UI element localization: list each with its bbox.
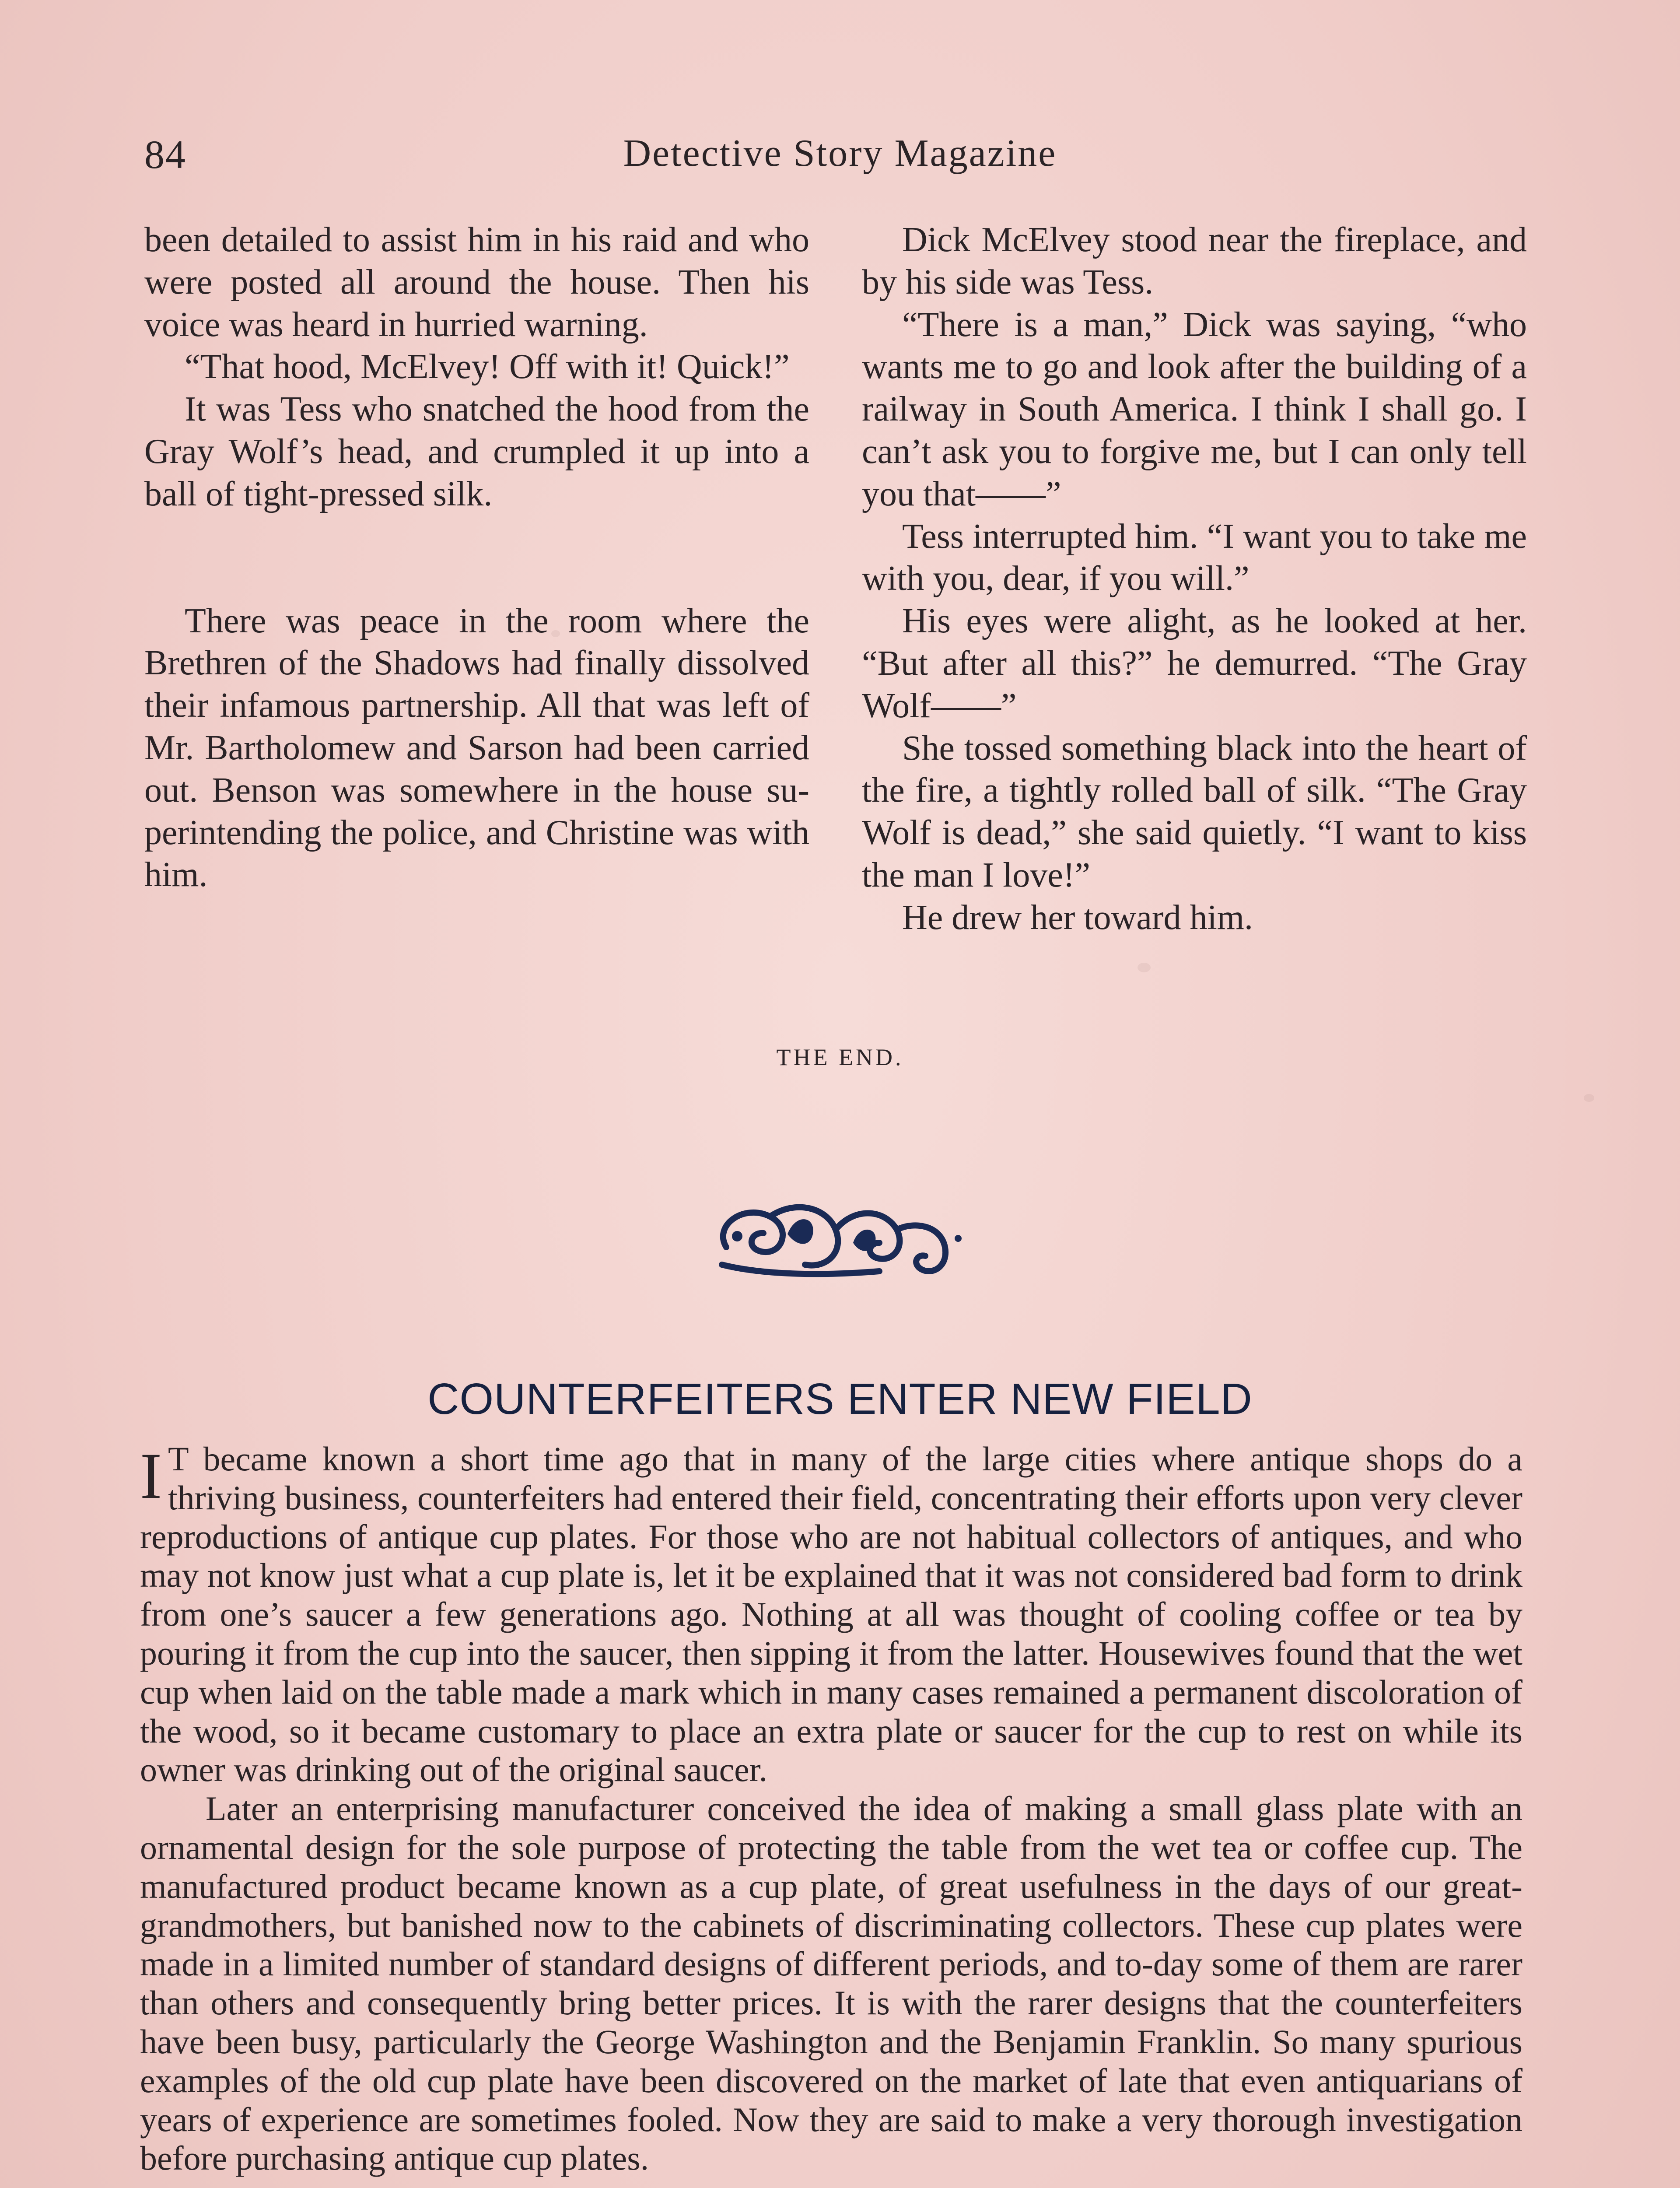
story-paragraph: Tess interrupted him. “I want you to take me with you, dear, if you will.”	[862, 517, 1527, 598]
left-column	[144, 219, 809, 896]
article-body	[140, 1440, 1522, 2178]
story-paragraph: “That hood, McElvey! Off with it! Quick!”	[185, 347, 790, 386]
story-paragraph: been detailed to assist him in his raid and who were posted all around the house. Then his voice was heard in hurried warning.	[144, 221, 809, 344]
article-paragraph-text: T became known a short time ago that in many of the large cities where antique shops do a thriving business, counterfeiters had entered their field, concentrating their efforts upon very clever reproductions of antique cup plates. For those who are not habitual collectors of antiques, and who may not know just what a cup plate is, let it be explained that it was not considered bad form to drink from one’s saucer a few generations ago. Nothing at all was thought of cooling coffee or tea by pouring it from the cup into the saucer, then sipping it from the latter. Housewives found that the wet cup when laid on the table made a mark which in many cases remained a permanent discoloration of the wood, so it became customary to place an extra plate or saucer for the cup to rest on while its owner was drinking out of the original saucer.	[140, 1440, 1522, 1789]
scroll-ornament-icon	[696, 1182, 967, 1295]
story-paragraph: “There is a man,” Dick was saying, “who wants me to go and look after the building of a railway in South America. I think I shall go. I can’t ask you to forgive me, but I can only tell you that——”	[862, 305, 1527, 513]
page-number: 84	[144, 132, 186, 177]
story-paragraph: His eyes were alight, as he looked at her. “But after all this?” he demurred. “The Gray Wolf——”	[862, 602, 1527, 725]
paper-speck	[1584, 1094, 1594, 1102]
story-paragraph: He drew her toward him.	[902, 898, 1253, 937]
right-column	[862, 219, 1527, 939]
story-paragraph: She tossed something black into the heart of the fire, a tightly rolled ball of silk. “The Gray Wolf is dead,” she said quietly. “I want to kiss the man I love!”	[862, 729, 1527, 894]
the-end-label: THE END.	[776, 1044, 904, 1070]
page-header	[144, 131, 1536, 188]
story-paragraph: Dick McElvey stood near the fireplace, and by his side was Tess.	[862, 221, 1527, 302]
story-paragraph: It was Tess who snatched the hood from the Gray Wolf’s head, and crumpled it up into a ball of tight-pressed silk.	[144, 390, 809, 513]
article-paragraph: Later an enterprising manufacturer conceived the idea of making a small glass plate with an ornamental design for the sole purpose of protecting the table from the wet tea or coffee cup. The manufactured product became known as a cup plate, of great usefulness in the days of our great-grandmothers, but banished now to the cabinets of discriminating collectors. These cup plates were made in a limited number of standard designs of different periods, and to-day some of them are rarer than others and consequently bring better prices. It is with the rarer designs that the counterfeiters have been busy, particularly the George Washington and the Benjamin Franklin. So many spurious examples of the old cup plate have been discovered on the market of late that even antiquarians of years of experience are sometimes fooled. Now they are said to make a very thorough investigation before purchasing antique cup plates.	[140, 1789, 1522, 2177]
magazine-title: Detective Story Magazine	[623, 132, 1057, 175]
article-paragraph	[140, 1440, 1522, 1789]
story-ending	[144, 219, 1527, 1033]
article-title: COUNTERFEITERS ENTER NEW FIELD	[427, 1375, 1253, 1424]
drop-cap: I	[140, 1440, 162, 1512]
story-paragraph: There was peace in the room where the Brethren of the Shadows had finally dissolved their infamous partnership. All that was left of Mr. Bartholomew and Sarson had been carried out. Benson was somewhere in the house superintending the police, and Christine was with him.	[144, 601, 809, 894]
